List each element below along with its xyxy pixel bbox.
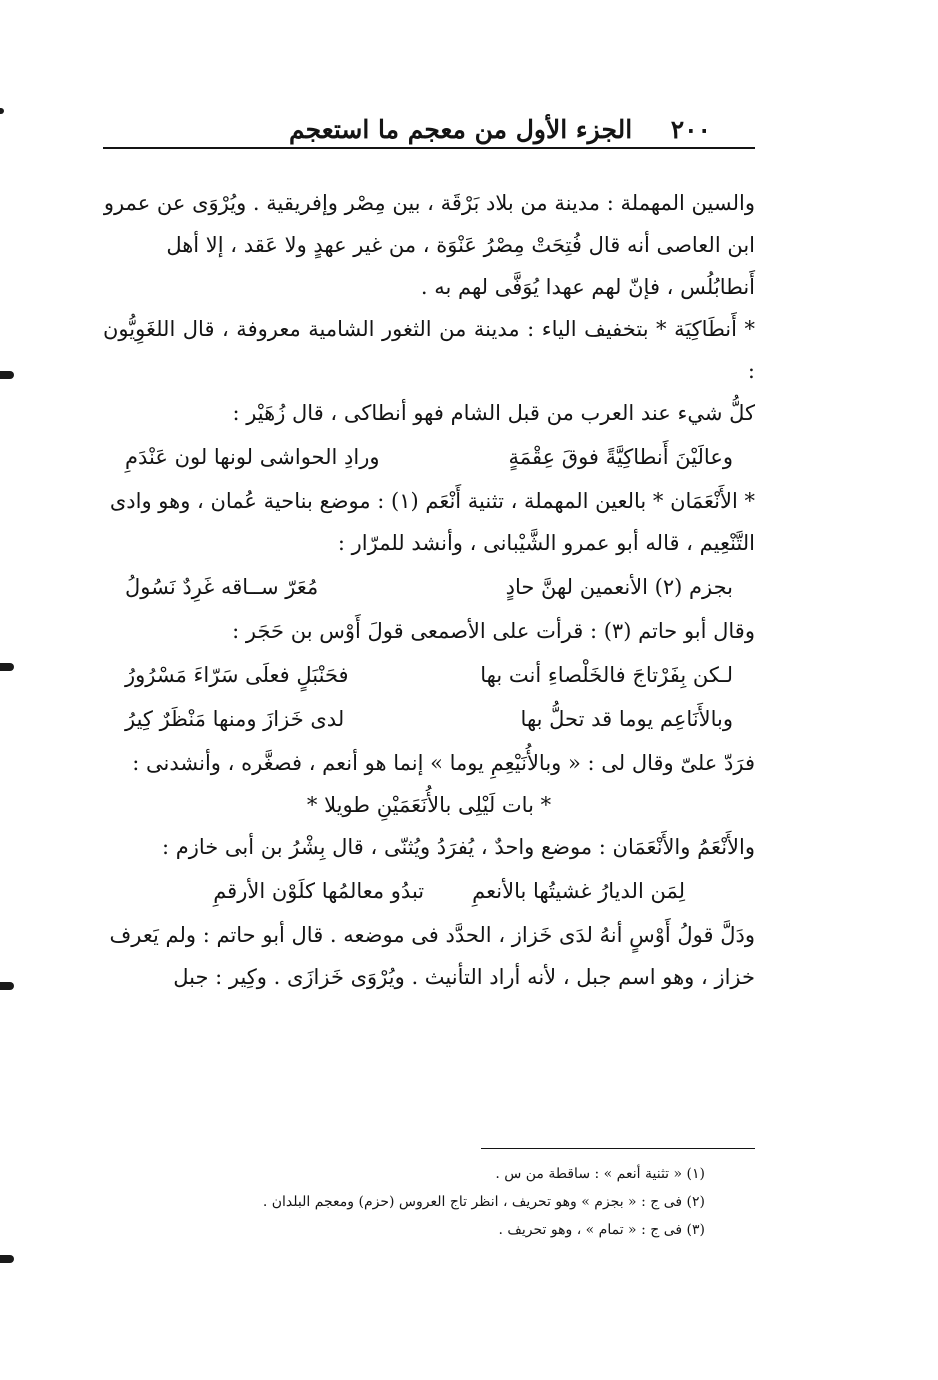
verse-hemistich: لدى خَزازَ ومنها مَنْظَرٌ كِيرُ <box>125 707 345 731</box>
footnotes <box>103 1160 755 1244</box>
text-line: خزاز ، وهو اسم جبل ، لأنه أراد التأنيث . ويُرْوَى خَزازَى . وكِير : جبل <box>173 965 755 989</box>
main-text <box>103 182 755 998</box>
text-line: التَّنْعِيم ، قاله أبو عمرو الشَّيْبانى ، وأنشد للمرّار : <box>337 531 755 555</box>
header-rule <box>103 147 755 149</box>
footnote: (١) « تثنية أنعم » : ساقطة من س . <box>495 1166 705 1182</box>
verse-line <box>103 566 755 608</box>
text-line: والسين المهملة : مدينة من بلاد بَرْقَة ، بين مِصْر وإفريقية . ويُرْوَى عن عمرو <box>103 191 755 215</box>
margin-mark <box>0 663 14 671</box>
text-line: والأَنْعَمُ والأَنْعَمَان : موضع واحدٌ ، يُفرَدُ ويُثنّى ، قال بِشْرُ بن أبى خازم : <box>161 835 755 859</box>
page-number: ٢٠٠ <box>670 115 711 144</box>
margin-mark <box>0 1255 14 1263</box>
verse-hemistich: مُعَرّ ســاقه غَرِدٌ نَسُولُ <box>125 575 319 599</box>
margin-mark <box>0 371 14 379</box>
footnote: (٣) فى ج : « تمام » ، وهو تحريف . <box>498 1222 705 1238</box>
entry-line: * أَنطَاكِيَة * بتخفيف الياء : مدينة من الثغور الشامية معروفة ، قال اللغَوِيُّون : <box>103 317 755 383</box>
text-line: كلُّ شيء عند العرب من قبل الشام فهو أنطاكى ، قال زُهَيْر : <box>232 401 755 425</box>
footnote-rule <box>481 1148 755 1149</box>
verse-line <box>103 698 755 740</box>
verse-centered: * بات لَيْلِى بالأُنَعَمَيْنِ طويلا * <box>306 793 552 817</box>
margin-mark <box>0 108 4 114</box>
running-title: الجزء الأول من معجم ما استعجم <box>289 115 633 144</box>
verse-line <box>103 870 755 912</box>
verse-hemistich: لـكن بِفَرْتاجَ فالخَلْصاءِ أنت بها <box>480 663 733 687</box>
verse-hemistich: بجزم (٢) الأنعمين لهنَّ حادٍ <box>505 575 733 599</box>
verse-hemistich: فحَنْبَلٍ فعلَى سَرّاءَ مَسْرُورُ <box>125 663 349 687</box>
margin-mark <box>0 982 14 990</box>
footnote: (٢) فى ج : « بجزم » وهو تحريف ، انظر تاج العروس (حزم) ومعجم البلدان . <box>262 1194 705 1210</box>
verse-line <box>103 654 755 696</box>
entry-line: * الأَنْعَمَان * بالعين المهملة ، تثنية أَنْعَم (١) : موضع بناحية عُمان ، وهو وادى <box>109 489 755 513</box>
text-line: فرَدّ علىّ وقال لى : « وبالأُنَيْعِمِ يوما » إنما هو أنعم ، فصغَّره ، وأنشدنى : <box>132 751 755 775</box>
text-line: أَنطابُلُس ، فإنّ لهم عهدا يُوَفَّى لهم به . <box>420 275 755 299</box>
verse-hemistich: وبالأَنَاعِم يوما قد تحلُّ بها <box>520 707 733 731</box>
verse-hemistich: تبدُو معالمُها كلَوْن الأرقمِ <box>213 879 425 903</box>
page-header <box>103 104 755 144</box>
text-line: وقال أبو حاتم (٣) : قرأت على الأصمعى قولَ أَوْس بن حَجَر : <box>232 619 755 643</box>
verse-hemistich: ورادِ الحواشى لونها لون عَنْدَمِ <box>125 445 380 469</box>
verse-hemistich: لِمَن الديارُ غشيتُها بالأنعمِ <box>472 879 685 903</box>
text-line: ابن العاصى أنه قال فُتِحَتْ مِصْرُ عَنْوَة ، من غير عهدٍ ولا عَقد ، إلا أهل <box>166 233 755 257</box>
text-line: ودَلَّ قولُ أَوْسٍ أنهُ لدَى خَزاز ، الحدَّد فى موضعه . قال أبو حاتم : ولم يَعرف <box>109 923 755 947</box>
verse-line <box>103 436 755 478</box>
verse-hemistich: وعالَيْنَ أَنطاكِيَّةً فوقَ عِقْمَةٍ <box>508 445 733 469</box>
